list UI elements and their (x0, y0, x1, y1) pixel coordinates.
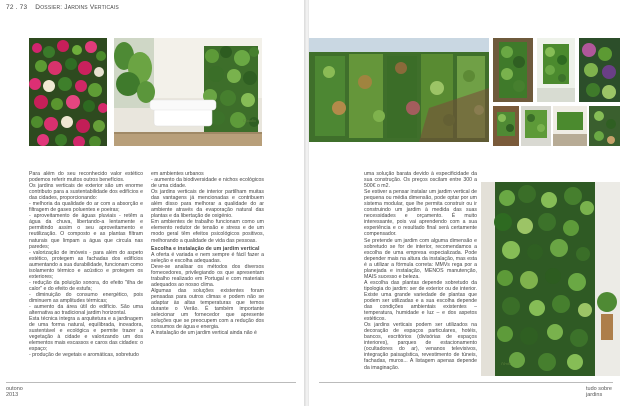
paragraph: - aumento da biodiversidade e nichos ecológicos de uma cidade. (151, 177, 264, 190)
left-page (0, 0, 305, 406)
paragraph: A escolha das plantas depende sobretudo da tipologia do jardim: ser de exterior ou de interior. Existe uma grande variedade de plantas que podem ser utilizadas e a sua escolha depende das condições ambientais existentes – temperatura, humidade e luz – e dos aspetos estéticos. (364, 279, 477, 323)
indoor-wall-photo-3 (579, 38, 620, 102)
footer-magazine-line1: tudo sobre (586, 386, 612, 392)
footer-right (586, 386, 612, 398)
paragraph: Os jardins verticais de interior partilham muitas das vantagens já mencionadas e contribuem além disso para melhorar a qualidade do ar ambiente através da evaporação natural das plantas e da libertação de oxigénio. (151, 189, 264, 220)
paragraph: Para além do seu reconhecido valor estético podemos referir muitos outros benefícios. (29, 171, 143, 184)
paragraph: A oferta é variada e nem sempre é fácil fazer a seleção e escolha adequadas. (151, 251, 264, 264)
paragraph: A instalação de um jardim vertical ainda não é (151, 330, 257, 337)
paragraph: uma solução barata devido à especificidade da sua construção. Os preços oscilam entre 300 a 500€ o m2. (364, 171, 477, 190)
page-header (6, 4, 119, 11)
footer-season: outono (6, 386, 23, 392)
paragraph: Deve-se analisar os métodos dos diversos fornecedores, privilegiando os que apresentam trabalho realizado em Portugal e com materiais adequados ao nosso clima. (151, 263, 264, 288)
flower-wall-photo (29, 38, 107, 146)
interior-green-wall-photo (481, 182, 620, 376)
paragraph: - valorização de imóveis - para além do aspeto estético, protegem as fachadas dos edifícios aumentando a sua durabilidade, funcionam como isolamento térmico e acústico e protegem os exteriores; (29, 249, 143, 280)
paragraph: Algumas das soluções existentes foram pensadas para outros climas e podem não se adaptar às altas temperaturas que temos durante o Verão. É também importante selecionar um fornecedor que apresente soluções que se preocupem com a redução dos consumos de água e energia. (151, 287, 264, 331)
paragraph: - melhoria da qualidade do ar com a absorção e filtragem de gases poluentes e poeiras; (29, 201, 143, 214)
footer-rule (6, 382, 296, 383)
right-text-column (364, 171, 477, 371)
paragraph: - redução da poluição sonora, do efeito "ilha de calor" e do efeito de estufa; (29, 279, 143, 292)
footer-left (6, 386, 23, 398)
indoor-wall-photo-1 (493, 38, 533, 102)
subheading: Escolha e instalação de um jardim vertical (151, 245, 260, 252)
paragraph: - aumento da área útil do edifício. São uma alternativa ao tradicional jardim horizontal. (29, 304, 143, 317)
office-wall-photo-4 (589, 106, 620, 146)
section-title: Dossier: Jardins Verticais (35, 4, 119, 11)
paragraph: Em ambientes de trabalho funcionam como um elemento redutor de tensão e stress e de um modo geral têm efeitos psicológicos positivos, melhorando a qualidade de vida das pessoas. (151, 219, 264, 244)
photo-tag: iVerde (501, 361, 512, 366)
paragraph: em ambientes urbanos (151, 171, 204, 177)
footer-year: 2013 (6, 392, 19, 398)
office-wall-photo-3 (553, 106, 587, 146)
office-wall-photo-1 (493, 106, 519, 146)
photo-tag: Claudio (243, 118, 256, 123)
paragraph: Os jardins verticais podem ser utilizados na decoração de espaços particulares, hotéis, bancos, escritórios (divisórias de espaços interiores), parques de estacionamento (ocultadores do ar), venanos televisivos, integração paisagística, revestimento de túneis, fachadas, muros... A listagem apenas depende da imaginação. (364, 322, 477, 371)
paragraph: Se pretende um jardim com alguma dimensão e sobretudo se for de interior, recomendamos a escolha de uma empresa especializada. Pode depender mais na altura da instalação, mas esta é a utilizar a fórmula correta: MMVs rega por a planejada e instalação, MENOS manutenção, MAIS sucesso e beleza. (364, 237, 477, 280)
paragraph: Os jardins verticais de exterior são um enorme contributo para a sustentabilidade dos edifícios e das cidades, proporcionando: (29, 183, 143, 202)
paragraph: - aproveitamento de águas pluviais - retêm a água da chuva, libertando-a lentamente e permitindo assim o seu aproveitamento e reutilização. O composto e as plantas filtram naturais que limpam a água que circula nas paredes; (29, 213, 143, 250)
office-wall-photo-2 (521, 106, 551, 146)
footer-magazine-line2: jardins (586, 392, 603, 398)
middle-text-column (151, 171, 264, 336)
footer-rule (319, 382, 613, 383)
page-numbers: 72 . 73 (6, 4, 28, 11)
terrace-sofa-photo (114, 38, 262, 146)
left-text-column (29, 171, 143, 358)
paragraph: - diminuição do consumo energético, pois diminuem as amplitudes térmicas; (29, 291, 143, 304)
right-page (309, 0, 620, 406)
paragraph: - produção de vegetais e aromáticas, sobretudo (29, 352, 139, 359)
paragraph: Se estiver a pensar instalar um jardim vertical de pequena ou média dimensão, pode optar por um sistema modular, que lhe permita construir ou ir construindo um jardim à medida das suas necessidades e orçamento. É muito interessante, pois vai aprendendo com a sua experiência e o resultado final será certamente compensador. (364, 189, 477, 238)
green-facade-photo (309, 38, 489, 142)
paragraph: Esta técnica integra a arquitetura e a jardinagem de uma forma natural, equilibrada, inovadora, sustentável e ecológica e permite trazer a vegetação à cidade e valorizando um dos elementos mais escassos e caros das cidades: o espaço; (29, 316, 143, 353)
indoor-wall-photo-2 (537, 38, 575, 102)
